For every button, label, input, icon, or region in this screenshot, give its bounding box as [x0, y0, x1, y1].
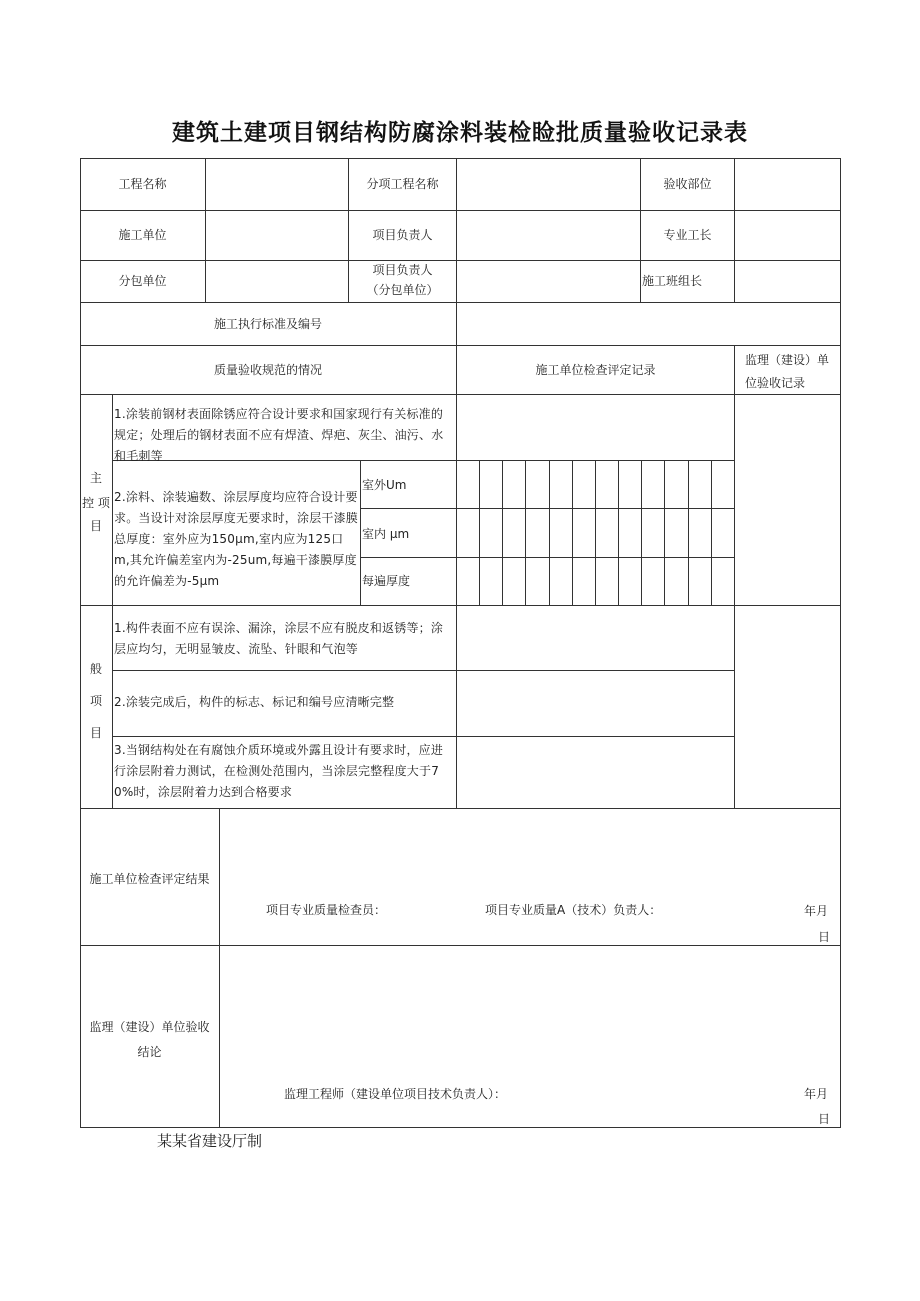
contractor-year-month: 年月 [804, 904, 829, 918]
subcontract-unit-label: 分包单位 [118, 274, 167, 288]
indoor-thickness-label: 室内 μm [362, 527, 410, 541]
supervisor-record-heading-2: 位验收记录 [745, 376, 806, 390]
spec-column-heading: 质量验收规范的情况 [213, 363, 322, 377]
per-coat-thickness-label: 每遍厚度 [362, 574, 411, 588]
main-item-1-record[interactable] [457, 395, 734, 460]
technical-manager-label: 项目专业质量A（技术）负责人： [485, 903, 662, 917]
supervisor-year-month: 年月 [804, 1087, 829, 1101]
project-name-field[interactable] [206, 159, 348, 210]
sub-project-field[interactable] [457, 159, 640, 210]
team-leader-field[interactable] [735, 261, 840, 302]
general-item-1-text: 1.构件表面不应有误涂、漏涂，涂层不应有脱皮和返锈等；涂层应均匀，无明显皱皮、流坠、针眼和气泡等 [114, 621, 444, 656]
main-item-1-text: 1.涂装前钢材表面除锈应符合设计要求和国家现行有关标准的规定；处理后的钢材表面不应有焊渣、焊疤、灰尘、油污、水和毛刺等 [114, 407, 444, 463]
subcontract-unit-field[interactable] [206, 261, 348, 302]
main-items-label-1: 主 [89, 471, 102, 485]
main-items-supervisor-record[interactable] [735, 395, 840, 605]
sub-manager-unit-label: （分包单位） [366, 283, 439, 297]
thickness-measurement-grid[interactable] [457, 461, 734, 605]
supervisor-conclusion-label-2: 结论 [137, 1045, 162, 1059]
sub-manager-label: 项目负责人 [372, 263, 433, 277]
project-manager-label: 项目负责人 [372, 228, 433, 242]
general-item-3-text: 3.当钢结构处在有腐蚀介质环境或外露且设计有要求时，应进行涂层附着力测试，在检测处范围内，当涂层完整程度大于70%时，涂层附着力达到合格要求 [114, 743, 444, 799]
supervisor-day: 日 [818, 1112, 831, 1126]
main-items-label-2: 控 项 [82, 496, 110, 510]
foreman-label: 专业工长 [663, 228, 712, 242]
sub-manager-field[interactable] [457, 261, 640, 302]
standard-label: 施工执行标准及编号 [213, 317, 322, 331]
main-item-2-text: 2.涂料、涂装遍数、涂层厚度均应符合设计要求。当设计对涂层厚度无要求时，涂层干漆膜总厚度：室外应为150μm,室内应为125口m,其允许偏差室内为-25um,每遍干漆膜厚度的允许偏差为-5μm [114, 490, 359, 588]
general-items-supervisor-record[interactable] [735, 606, 840, 808]
project-manager-field[interactable] [457, 211, 640, 260]
construction-unit-field[interactable] [206, 211, 348, 260]
sub-project-label: 分项工程名称 [366, 177, 439, 191]
general-item-2-text: 2.涂装完成后，构件的标志、标记和编号应清晰完整 [114, 695, 395, 709]
foreman-field[interactable] [735, 211, 840, 260]
acceptance-part-label: 验收部位 [663, 177, 712, 191]
main-items-label-3: 目 [89, 519, 102, 533]
supervising-engineer-label: 监理工程师（建设单位项目技术负责人）： [284, 1087, 507, 1101]
page-title: 建筑土建项目钢结构防腐涂料装检睑批质量验收记录表 [172, 120, 748, 146]
supervisor-record-heading: 监理（建设）单 [745, 353, 830, 367]
general-items-label-3: 目 [89, 726, 102, 740]
general-items-label-1: 般 [89, 662, 102, 676]
outdoor-thickness-label: 室外Um [362, 478, 407, 492]
standard-field[interactable] [457, 303, 840, 345]
contractor-day: 日 [818, 930, 831, 944]
project-name-label: 工程名称 [118, 177, 167, 191]
general-items-label-2: 项 [89, 694, 102, 708]
general-item-2-record[interactable] [457, 671, 734, 736]
team-leader-label: 施工班组长 [642, 274, 703, 288]
issuer-footer: 某某省建设厅制 [157, 1132, 263, 1150]
supervisor-conclusion-label: 监理（建设）单位验收 [89, 1020, 210, 1034]
construction-unit-label: 施工单位 [118, 228, 167, 242]
general-item-1-record[interactable] [457, 606, 734, 670]
contractor-record-heading: 施工单位检查评定记录 [535, 363, 656, 377]
contractor-result-label: 施工单位检查评定结果 [89, 872, 210, 886]
general-item-3-record[interactable] [457, 737, 734, 808]
quality-inspector-label: 项目专业质量检查员： [266, 903, 387, 917]
acceptance-part-field[interactable] [735, 159, 840, 210]
